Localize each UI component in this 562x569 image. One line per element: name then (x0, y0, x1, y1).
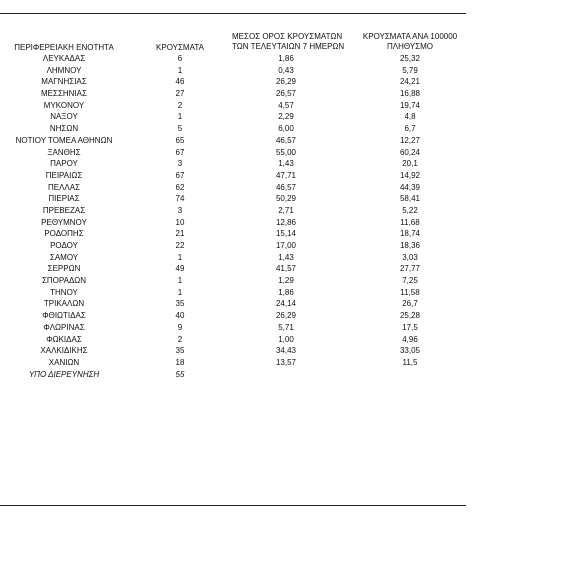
table-row (0, 76, 470, 88)
region-cell: ΠΙΕΡΙΑΣ (48, 194, 80, 204)
region-cell: ΠΕΛΛΑΣ (47, 182, 81, 192)
header-per-100000 (352, 32, 468, 52)
cases-cell: 27 (175, 89, 185, 99)
cases-cell: 62 (175, 182, 185, 192)
region-cell: ΣΕΡΡΩΝ (47, 264, 81, 274)
region-cell: ΣΑΜΟΥ (49, 252, 79, 262)
table-row (0, 228, 470, 240)
cases-cell: 1 (177, 287, 183, 297)
table-row (0, 88, 470, 100)
avg-7day-cell: 1,00 (278, 334, 294, 344)
table-row (0, 357, 470, 369)
cases-cell: 18 (175, 357, 185, 367)
table-row (0, 334, 470, 346)
table-row (0, 123, 470, 135)
avg-7day-cell: 17,00 (275, 241, 297, 250)
cases-cell: 9 (177, 322, 183, 332)
header-avg (232, 32, 345, 52)
cases-cell: 55 (175, 369, 185, 379)
cases-cell: 1 (177, 65, 183, 75)
header-cases: ΚΡΟΥΣΜΑΤΑ (156, 43, 204, 52)
cases-cell: 35 (175, 299, 185, 309)
per-100000-cell: 19,74 (399, 100, 421, 110)
per-100000-cell: 14,92 (399, 170, 421, 180)
avg-7day-cell: 50,29 (275, 194, 297, 204)
per-100000-cell: 24,21 (399, 77, 421, 87)
table-row (0, 53, 470, 65)
avg-7day-cell: 26,29 (275, 311, 297, 321)
region-cell: ΥΠΟ ΔΙΕΡΕΥΝΗΣΗ (28, 369, 100, 379)
table-row (0, 135, 470, 147)
cases-cell: 1 (177, 112, 183, 122)
table-row (0, 287, 470, 299)
avg-7day-cell: 12,86 (275, 217, 297, 227)
avg-7day-cell: 1,43 (278, 252, 294, 262)
region-cell: ΠΑΡΟΥ (50, 159, 78, 169)
cases-cell: 35 (175, 346, 185, 356)
avg-7day-cell: 5,71 (278, 322, 294, 332)
per-100000-cell: 25,28 (399, 311, 421, 321)
avg-7day-cell: 1,86 (278, 54, 294, 63)
region-cell: ΡΟΔΟΥ (50, 241, 78, 250)
per-100000-cell: 16,88 (399, 89, 421, 99)
region-cell: ΜΥΚΟΝΟΥ (43, 100, 85, 110)
cases-cell: 49 (175, 264, 185, 274)
header-avg-line2: ΤΩΝ ΤΕΛΕΥΤΑΙΩΝ 7 ΗΜΕΡΩΝ (232, 42, 345, 51)
region-cell: ΧΑΝΙΩΝ (48, 357, 80, 367)
per-100000-cell: 4,96 (402, 334, 418, 344)
per-100000-cell: 33,05 (399, 346, 421, 356)
header-per-line2: ΠΛΗΘΥΣΜΟ (386, 42, 434, 51)
cases-cell: 1 (177, 252, 183, 262)
region-cell: ΡΟΔΟΠΗΣ (44, 229, 84, 239)
cases-cell: 1 (177, 276, 183, 286)
avg-7day-cell: 34,43 (275, 346, 297, 356)
per-100000-cell: 11,5 (402, 357, 418, 367)
per-100000-cell: 11,58 (400, 287, 420, 297)
per-100000-cell: 20,1 (402, 159, 418, 169)
header-per-line1: ΚΡΟΥΣΜΑΤΑ ΑΝΑ 100000 (362, 32, 458, 41)
table-row (0, 263, 470, 275)
region-cell: ΠΡΕΒΕΖΑΣ (42, 205, 86, 215)
table-row (0, 275, 470, 287)
per-100000-cell: 26,7 (402, 299, 418, 309)
table-row (0, 310, 470, 322)
table-row (0, 345, 470, 357)
cases-cell: 2 (177, 334, 183, 344)
per-100000-cell: 44,39 (399, 182, 421, 192)
region-cell: ΧΑΛΚΙΔΙΚΗΣ (40, 346, 88, 356)
cases-cell: 67 (175, 147, 185, 157)
region-cell: ΛΕΥΚΑΔΑΣ (42, 54, 86, 63)
table-row (0, 182, 470, 194)
avg-7day-cell: 1,43 (278, 159, 294, 169)
region-cell: ΝΑΞΟΥ (50, 112, 78, 122)
region-cell: ΦΛΩΡΙΝΑΣ (43, 322, 85, 332)
table-row (0, 252, 470, 264)
table-row (0, 158, 470, 170)
avg-7day-cell: 47,71 (275, 170, 297, 180)
table-row (0, 369, 470, 381)
per-100000-cell: 6,7 (404, 124, 416, 134)
avg-7day-cell: 46,57 (275, 182, 297, 192)
table-row (0, 205, 470, 217)
table-row (0, 100, 470, 112)
bottom-rule (0, 505, 466, 506)
cases-cell: 10 (175, 217, 185, 227)
header-region: ΠΕΡΙΦΕΡΕΙΑΚΗ ΕΝΟΤΗΤΑ (14, 43, 114, 52)
header-avg-line1: ΜΕΣΟΣ ΟΡΟΣ ΚΡΟΥΣΜΑΤΩΝ (232, 32, 343, 41)
table-row (0, 65, 470, 77)
table-row (0, 322, 470, 334)
table-row (0, 298, 470, 310)
per-100000-cell: 18,36 (399, 241, 421, 250)
region-cell: ΜΑΓΝΗΣΙΑΣ (41, 77, 87, 87)
cases-cell: 21 (175, 229, 185, 239)
region-cell: ΡΕΘΥΜΝΟΥ (41, 217, 87, 227)
cases-cell: 3 (177, 159, 183, 169)
table-row (0, 217, 470, 229)
region-cell: ΤΗΝΟΥ (50, 287, 78, 297)
region-cell: ΦΩΚΙΔΑΣ (46, 334, 82, 344)
avg-7day-cell: 55,00 (275, 147, 297, 157)
table-body (0, 53, 470, 380)
cases-cell: 2 (177, 100, 183, 110)
table-row (0, 193, 470, 205)
region-cell: ΞΑΝΘΗΣ (47, 147, 81, 157)
region-cell: ΝΗΣΩΝ (49, 124, 79, 134)
avg-7day-cell: 24,14 (275, 299, 297, 309)
avg-7day-cell: 41,57 (275, 264, 297, 274)
cases-cell: 40 (175, 311, 185, 321)
region-cell: ΛΗΜΝΟΥ (46, 65, 82, 75)
top-rule (0, 13, 466, 14)
cases-cell: 6 (177, 54, 183, 63)
table-row (0, 170, 470, 182)
per-100000-cell: 17,5 (402, 322, 418, 332)
per-100000-cell: 4,8 (404, 112, 416, 122)
cases-cell: 46 (175, 77, 185, 87)
avg-7day-cell: 15,14 (275, 229, 297, 239)
region-cell: ΜΕΣΣΗΝΙΑΣ (41, 89, 87, 99)
cases-cell: 5 (177, 124, 183, 134)
per-100000-cell: 25,32 (399, 54, 421, 63)
per-100000-cell: 5,22 (402, 205, 418, 215)
cases-cell: 65 (175, 135, 185, 145)
per-100000-cell: 11,68 (400, 217, 420, 227)
avg-7day-cell: 26,29 (275, 77, 297, 87)
avg-7day-cell: 6,00 (278, 124, 294, 134)
region-cell: ΣΠΟΡΑΔΩΝ (41, 276, 87, 286)
avg-7day-cell: 46,57 (275, 135, 297, 145)
table-row (0, 240, 470, 252)
per-100000-cell: 7,25 (402, 276, 418, 286)
region-cell: ΠΕΙΡΑΙΩΣ (45, 170, 83, 180)
avg-7day-cell: 13,57 (275, 357, 297, 367)
cases-cell: 74 (175, 194, 185, 204)
avg-7day-cell: 4,57 (278, 100, 294, 110)
avg-7day-cell: 2,29 (278, 112, 294, 122)
region-cell: ΤΡΙΚΑΛΩΝ (43, 299, 85, 309)
table-row (0, 147, 470, 159)
avg-7day-cell: 1,29 (278, 276, 294, 286)
region-cell: ΝΟΤΙΟΥ ΤΟΜΕΑ ΑΘΗΝΩΝ (15, 135, 113, 145)
per-100000-cell: 18,74 (399, 229, 421, 239)
cases-cell: 67 (175, 170, 185, 180)
per-100000-cell: 60,24 (399, 147, 421, 157)
avg-7day-cell: 2,71 (278, 205, 294, 215)
region-cell: ΦΘΙΩΤΙΔΑΣ (42, 311, 86, 321)
avg-7day-cell: 0,43 (278, 65, 294, 75)
per-100000-cell: 3,03 (402, 252, 418, 262)
per-100000-cell: 27,77 (399, 264, 421, 274)
per-100000-cell: 12,27 (399, 135, 421, 145)
cases-cell: 3 (177, 205, 183, 215)
per-100000-cell: 58,41 (399, 194, 421, 204)
cases-cell: 22 (175, 241, 185, 250)
per-100000-cell: 5,79 (402, 65, 418, 75)
avg-7day-cell: 1,86 (278, 287, 294, 297)
table-row (0, 111, 470, 123)
avg-7day-cell: 26,57 (275, 89, 297, 99)
